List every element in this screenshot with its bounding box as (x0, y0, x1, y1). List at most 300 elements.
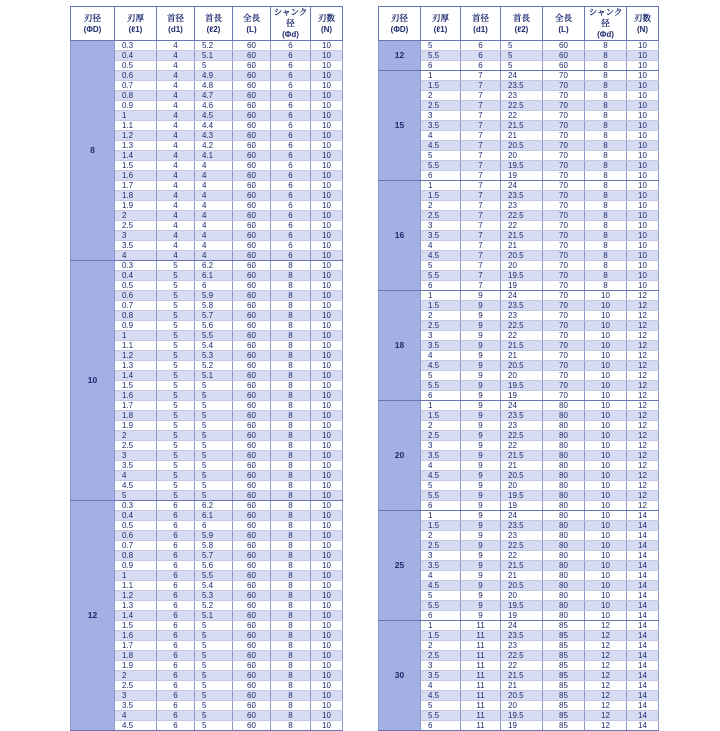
neck-diameter-cell: 7 (461, 141, 501, 151)
neck-length-cell: 5 (195, 651, 233, 661)
overall-length-cell: 60 (233, 331, 271, 341)
flute-count-cell: 14 (627, 531, 659, 541)
overall-length-cell: 85 (543, 641, 585, 651)
neck-diameter-cell: 5 (157, 411, 195, 421)
neck-diameter-cell: 9 (461, 321, 501, 331)
neck-length-cell: 23.5 (501, 301, 543, 311)
flute-count-cell: 10 (311, 111, 343, 121)
overall-length-cell: 70 (543, 201, 585, 211)
shank-diameter-cell: 8 (271, 501, 311, 511)
flute-count-cell: 10 (311, 121, 343, 131)
flute-count-cell: 10 (311, 371, 343, 381)
shank-diameter-cell: 12 (585, 641, 627, 651)
blade-thickness-cell: 0.9 (115, 101, 157, 111)
table-row (379, 681, 659, 691)
shank-diameter-cell: 12 (585, 721, 627, 731)
neck-diameter-cell: 5 (157, 471, 195, 481)
flute-count-cell: 10 (311, 491, 343, 501)
overall-length-cell: 85 (543, 721, 585, 731)
shank-diameter-cell: 10 (585, 521, 627, 531)
blade-thickness-cell: 0.5 (115, 61, 157, 71)
flute-count-cell: 10 (311, 461, 343, 471)
blade-thickness-cell: 5 (421, 481, 461, 491)
table-row (379, 361, 659, 371)
neck-length-cell: 4.8 (195, 81, 233, 91)
blade-thickness-cell: 1.2 (115, 351, 157, 361)
blade-thickness-cell: 1.4 (115, 371, 157, 381)
shank-diameter-cell: 6 (271, 91, 311, 101)
shank-diameter-cell: 10 (585, 591, 627, 601)
flute-count-cell: 12 (627, 441, 659, 451)
shank-diameter-cell: 6 (271, 161, 311, 171)
table-row (379, 111, 659, 121)
neck-diameter-cell: 6 (157, 531, 195, 541)
flute-count-cell: 10 (627, 121, 659, 131)
flute-count-cell: 10 (311, 221, 343, 231)
flute-count-cell: 10 (311, 291, 343, 301)
neck-length-cell: 4.4 (195, 121, 233, 131)
shank-diameter-cell: 8 (271, 651, 311, 661)
blade-thickness-cell: 4 (421, 241, 461, 251)
blade-thickness-cell: 1 (421, 511, 461, 521)
blade-thickness-cell: 0.8 (115, 551, 157, 561)
blade-thickness-cell: 0.5 (115, 281, 157, 291)
neck-diameter-cell: 7 (461, 171, 501, 181)
flute-count-cell: 14 (627, 601, 659, 611)
flute-count-cell: 12 (627, 461, 659, 471)
blade-thickness-cell: 6 (421, 171, 461, 181)
neck-length-cell: 23.5 (501, 411, 543, 421)
neck-length-cell: 5 (501, 51, 543, 61)
overall-length-cell: 60 (233, 701, 271, 711)
neck-diameter-cell: 11 (461, 681, 501, 691)
shank-diameter-cell: 8 (585, 281, 627, 291)
flute-count-cell: 10 (627, 51, 659, 61)
overall-length-cell: 60 (233, 621, 271, 631)
neck-length-cell: 5.3 (195, 351, 233, 361)
blade-thickness-cell: 3.5 (421, 451, 461, 461)
neck-diameter-cell: 7 (461, 241, 501, 251)
shank-diameter-cell: 8 (271, 451, 311, 461)
header-row (379, 7, 659, 41)
overall-length-cell: 60 (233, 511, 271, 521)
shank-diameter-cell: 8 (585, 111, 627, 121)
blade-thickness-cell: 0.6 (115, 71, 157, 81)
overall-length-cell: 60 (233, 311, 271, 321)
overall-length-cell: 60 (233, 691, 271, 701)
blade-thickness-cell: 4 (115, 251, 157, 261)
shank-diameter-cell: 8 (585, 101, 627, 111)
overall-length-cell: 60 (233, 371, 271, 381)
flute-count-cell: 10 (311, 631, 343, 641)
shank-diameter-cell: 8 (271, 281, 311, 291)
flute-count-cell: 10 (627, 221, 659, 231)
flute-count-cell: 10 (311, 91, 343, 101)
flute-count-cell: 10 (311, 721, 343, 731)
neck-length-cell: 5.2 (195, 361, 233, 371)
table-row (379, 231, 659, 241)
flute-count-cell: 10 (311, 131, 343, 141)
flute-count-cell: 10 (627, 201, 659, 211)
neck-diameter-cell: 9 (461, 511, 501, 521)
neck-diameter-cell: 6 (157, 641, 195, 651)
neck-diameter-cell: 11 (461, 711, 501, 721)
blade-thickness-cell: 1.5 (421, 411, 461, 421)
shank-diameter-cell: 10 (585, 341, 627, 351)
shank-diameter-cell: 10 (585, 411, 627, 421)
shank-diameter-cell: 10 (585, 481, 627, 491)
flute-count-cell: 14 (627, 721, 659, 731)
blade-thickness-cell: 1 (421, 181, 461, 191)
shank-diameter-cell: 6 (271, 41, 311, 51)
neck-diameter-cell: 5 (157, 461, 195, 471)
neck-diameter-cell: 6 (157, 631, 195, 641)
blade-thickness-cell: 1.7 (115, 401, 157, 411)
overall-length-cell: 60 (233, 401, 271, 411)
flute-count-cell: 10 (311, 401, 343, 411)
table-row (379, 281, 659, 291)
header-flute-count: 刃数 (N) (311, 7, 343, 41)
blade-thickness-cell: 2 (421, 311, 461, 321)
flute-count-cell: 10 (311, 651, 343, 661)
overall-length-cell: 70 (543, 81, 585, 91)
neck-diameter-cell: 7 (461, 181, 501, 191)
overall-length-cell: 60 (233, 111, 271, 121)
blade-thickness-cell: 4.5 (421, 251, 461, 261)
flute-count-cell: 12 (627, 481, 659, 491)
table-row (379, 471, 659, 481)
table-row (379, 331, 659, 341)
flute-count-cell: 10 (311, 351, 343, 361)
neck-diameter-cell: 9 (461, 391, 501, 401)
shank-diameter-cell: 10 (585, 561, 627, 571)
blade-thickness-cell: 1.3 (115, 361, 157, 371)
blade-thickness-cell: 2.5 (421, 431, 461, 441)
table-row (379, 411, 659, 421)
overall-length-cell: 60 (233, 581, 271, 591)
overall-length-cell: 60 (233, 131, 271, 141)
neck-length-cell: 21 (501, 681, 543, 691)
flute-count-cell: 10 (311, 301, 343, 311)
neck-diameter-cell: 5 (157, 341, 195, 351)
table-row (379, 121, 659, 131)
neck-diameter-cell: 9 (461, 421, 501, 431)
shank-diameter-cell: 8 (271, 561, 311, 571)
table-row (379, 551, 659, 561)
neck-length-cell: 4.6 (195, 101, 233, 111)
shank-diameter-cell: 8 (271, 491, 311, 501)
neck-diameter-cell: 7 (461, 211, 501, 221)
neck-length-cell: 22.5 (501, 651, 543, 661)
blade-thickness-cell: 5 (421, 261, 461, 271)
neck-length-cell: 21 (501, 241, 543, 251)
blade-thickness-cell: 4 (421, 461, 461, 471)
flute-count-cell: 10 (627, 211, 659, 221)
flute-count-cell: 10 (311, 261, 343, 271)
neck-diameter-cell: 4 (157, 241, 195, 251)
overall-length-cell: 80 (543, 471, 585, 481)
blade-thickness-cell: 1.5 (115, 621, 157, 631)
flute-count-cell: 12 (627, 491, 659, 501)
neck-diameter-cell: 4 (157, 121, 195, 131)
shank-diameter-cell: 8 (585, 91, 627, 101)
blade-thickness-cell: 2.5 (115, 441, 157, 451)
flute-count-cell: 10 (311, 431, 343, 441)
neck-diameter-cell: 4 (157, 161, 195, 171)
neck-diameter-cell: 5 (157, 481, 195, 491)
neck-length-cell: 5 (195, 661, 233, 671)
blade-thickness-cell: 0.8 (115, 311, 157, 321)
overall-length-cell: 80 (543, 561, 585, 571)
flute-count-cell: 10 (311, 101, 343, 111)
blade-thickness-cell: 2.5 (421, 541, 461, 551)
neck-length-cell: 6.2 (195, 261, 233, 271)
neck-diameter-cell: 7 (461, 231, 501, 241)
blade-thickness-cell: 1.1 (115, 341, 157, 351)
overall-length-cell: 60 (543, 61, 585, 71)
blade-thickness-cell: 2 (421, 421, 461, 431)
overall-length-cell: 60 (233, 501, 271, 511)
neck-length-cell: 23 (501, 311, 543, 321)
flute-count-cell: 10 (311, 681, 343, 691)
neck-length-cell: 5 (195, 411, 233, 421)
flute-count-cell: 14 (627, 581, 659, 591)
blade-diameter-cell: 25 (379, 511, 421, 621)
shank-diameter-cell: 8 (271, 401, 311, 411)
blade-thickness-cell: 2 (115, 671, 157, 681)
neck-length-cell: 5.8 (195, 541, 233, 551)
blade-thickness-cell: 1.5 (421, 631, 461, 641)
overall-length-cell: 80 (543, 571, 585, 581)
neck-length-cell: 4.9 (195, 71, 233, 81)
blade-thickness-cell: 1.5 (115, 381, 157, 391)
blade-thickness-cell: 6 (421, 391, 461, 401)
shank-diameter-cell: 8 (271, 341, 311, 351)
neck-length-cell: 20.5 (501, 471, 543, 481)
blade-thickness-cell: 4.5 (421, 691, 461, 701)
flute-count-cell: 14 (627, 571, 659, 581)
neck-diameter-cell: 4 (157, 251, 195, 261)
shank-diameter-cell: 10 (585, 391, 627, 401)
table-row (379, 61, 659, 71)
overall-length-cell: 70 (543, 381, 585, 391)
flute-count-cell: 10 (311, 361, 343, 371)
overall-length-cell: 70 (543, 291, 585, 301)
neck-length-cell: 24 (501, 401, 543, 411)
overall-length-cell: 60 (233, 261, 271, 271)
shank-diameter-cell: 8 (271, 591, 311, 601)
neck-diameter-cell: 6 (157, 551, 195, 561)
neck-diameter-cell: 7 (461, 221, 501, 231)
neck-length-cell: 23.5 (501, 521, 543, 531)
neck-diameter-cell: 4 (157, 91, 195, 101)
neck-length-cell: 22 (501, 111, 543, 121)
blade-thickness-cell: 3 (421, 661, 461, 671)
overall-length-cell: 60 (233, 91, 271, 101)
neck-length-cell: 22 (501, 551, 543, 561)
blade-thickness-cell: 3.5 (421, 561, 461, 571)
neck-diameter-cell: 5 (157, 391, 195, 401)
blade-thickness-cell: 5 (421, 701, 461, 711)
blade-thickness-cell: 3.5 (115, 241, 157, 251)
overall-length-cell: 60 (233, 191, 271, 201)
overall-length-cell: 70 (543, 151, 585, 161)
overall-length-cell: 80 (543, 411, 585, 421)
flute-count-cell: 10 (627, 241, 659, 251)
flute-count-cell: 12 (627, 401, 659, 411)
shank-diameter-cell: 8 (585, 41, 627, 51)
neck-length-cell: 5 (195, 671, 233, 681)
table-row (379, 271, 659, 281)
flute-count-cell: 10 (311, 641, 343, 651)
shank-diameter-cell: 8 (585, 71, 627, 81)
flute-count-cell: 14 (627, 611, 659, 621)
header-shank-diameter: シャンク径 (Φd) (585, 7, 627, 41)
neck-length-cell: 5 (195, 721, 233, 731)
table-row (379, 81, 659, 91)
neck-diameter-cell: 4 (157, 41, 195, 51)
neck-length-cell: 4 (195, 181, 233, 191)
overall-length-cell: 60 (233, 631, 271, 641)
neck-diameter-cell: 5 (157, 271, 195, 281)
flute-count-cell: 10 (627, 41, 659, 51)
overall-length-cell: 60 (233, 301, 271, 311)
overall-length-cell: 60 (233, 551, 271, 561)
shank-diameter-cell: 6 (271, 211, 311, 221)
flute-count-cell: 14 (627, 521, 659, 531)
neck-length-cell: 24 (501, 511, 543, 521)
blade-thickness-cell: 1 (421, 71, 461, 81)
neck-length-cell: 4 (195, 171, 233, 181)
shank-diameter-cell: 6 (271, 181, 311, 191)
shank-diameter-cell: 8 (585, 161, 627, 171)
blade-thickness-cell: 0.5 (115, 521, 157, 531)
table-row (379, 181, 659, 191)
neck-diameter-cell: 6 (157, 691, 195, 701)
neck-diameter-cell: 6 (157, 721, 195, 731)
blade-thickness-cell: 3.5 (115, 461, 157, 471)
neck-diameter-cell: 9 (461, 301, 501, 311)
shank-diameter-cell: 10 (585, 541, 627, 551)
shank-diameter-cell: 8 (585, 231, 627, 241)
shank-diameter-cell: 6 (271, 101, 311, 111)
flute-count-cell: 12 (627, 501, 659, 511)
overall-length-cell: 60 (233, 441, 271, 451)
blade-thickness-cell: 0.4 (115, 271, 157, 281)
neck-diameter-cell: 4 (157, 101, 195, 111)
blade-thickness-cell: 1.8 (115, 411, 157, 421)
table-row (379, 351, 659, 361)
shank-diameter-cell: 8 (271, 411, 311, 421)
shank-diameter-cell: 8 (271, 581, 311, 591)
flute-count-cell: 10 (311, 571, 343, 581)
shank-diameter-cell: 10 (585, 471, 627, 481)
neck-diameter-cell: 6 (461, 41, 501, 51)
neck-diameter-cell: 7 (461, 131, 501, 141)
blade-thickness-cell: 0.7 (115, 541, 157, 551)
overall-length-cell: 80 (543, 581, 585, 591)
shank-diameter-cell: 12 (585, 621, 627, 631)
neck-diameter-cell: 5 (157, 361, 195, 371)
neck-diameter-cell: 6 (157, 561, 195, 571)
blade-thickness-cell: 3.5 (421, 341, 461, 351)
shank-diameter-cell: 10 (585, 401, 627, 411)
shank-diameter-cell: 10 (585, 461, 627, 471)
neck-diameter-cell: 7 (461, 151, 501, 161)
overall-length-cell: 60 (233, 231, 271, 241)
flute-count-cell: 14 (627, 681, 659, 691)
neck-length-cell: 19 (501, 501, 543, 511)
table-row (379, 101, 659, 111)
neck-length-cell: 5.1 (195, 51, 233, 61)
shank-diameter-cell: 8 (271, 711, 311, 721)
table-row (379, 531, 659, 541)
shank-diameter-cell: 10 (585, 551, 627, 561)
flute-count-cell: 10 (311, 71, 343, 81)
table-row (71, 501, 343, 511)
neck-diameter-cell: 9 (461, 571, 501, 581)
shank-diameter-cell: 8 (271, 661, 311, 671)
neck-length-cell: 5 (195, 461, 233, 471)
blade-thickness-cell: 1.3 (115, 141, 157, 151)
overall-length-cell: 60 (233, 351, 271, 361)
flute-count-cell: 12 (627, 421, 659, 431)
flute-count-cell: 10 (311, 601, 343, 611)
neck-length-cell: 20 (501, 481, 543, 491)
neck-length-cell: 23.5 (501, 191, 543, 201)
overall-length-cell: 70 (543, 371, 585, 381)
header-shank-diameter: シャンク径 (Φd) (271, 7, 311, 41)
neck-diameter-cell: 4 (157, 151, 195, 161)
blade-thickness-cell: 4.5 (421, 471, 461, 481)
table-row (379, 541, 659, 551)
neck-diameter-cell: 9 (461, 521, 501, 531)
neck-length-cell: 5 (195, 381, 233, 391)
shank-diameter-cell: 8 (585, 131, 627, 141)
blade-thickness-cell: 3.5 (421, 121, 461, 131)
neck-length-cell: 4 (195, 241, 233, 251)
overall-length-cell: 80 (543, 431, 585, 441)
table-row (379, 501, 659, 511)
shank-diameter-cell: 8 (271, 611, 311, 621)
flute-count-cell: 10 (627, 101, 659, 111)
overall-length-cell: 70 (543, 111, 585, 121)
flute-count-cell: 12 (627, 391, 659, 401)
flute-count-cell: 14 (627, 511, 659, 521)
table-row (379, 201, 659, 211)
flute-count-cell: 10 (311, 701, 343, 711)
flute-count-cell: 10 (311, 511, 343, 521)
shank-diameter-cell: 8 (271, 471, 311, 481)
overall-length-cell: 60 (233, 361, 271, 371)
shank-diameter-cell: 8 (271, 331, 311, 341)
neck-length-cell: 5.4 (195, 581, 233, 591)
flute-count-cell: 14 (627, 691, 659, 701)
overall-length-cell: 85 (543, 671, 585, 681)
overall-length-cell: 70 (543, 331, 585, 341)
neck-diameter-cell: 9 (461, 601, 501, 611)
shank-diameter-cell: 8 (585, 211, 627, 221)
neck-diameter-cell: 9 (461, 471, 501, 481)
blade-thickness-cell: 1.9 (115, 661, 157, 671)
neck-length-cell: 5.9 (195, 531, 233, 541)
flute-count-cell: 10 (311, 451, 343, 461)
neck-diameter-cell: 9 (461, 461, 501, 471)
shank-diameter-cell: 8 (585, 201, 627, 211)
blade-thickness-cell: 3.5 (115, 701, 157, 711)
flute-count-cell: 12 (627, 451, 659, 461)
overall-length-cell: 60 (233, 171, 271, 181)
